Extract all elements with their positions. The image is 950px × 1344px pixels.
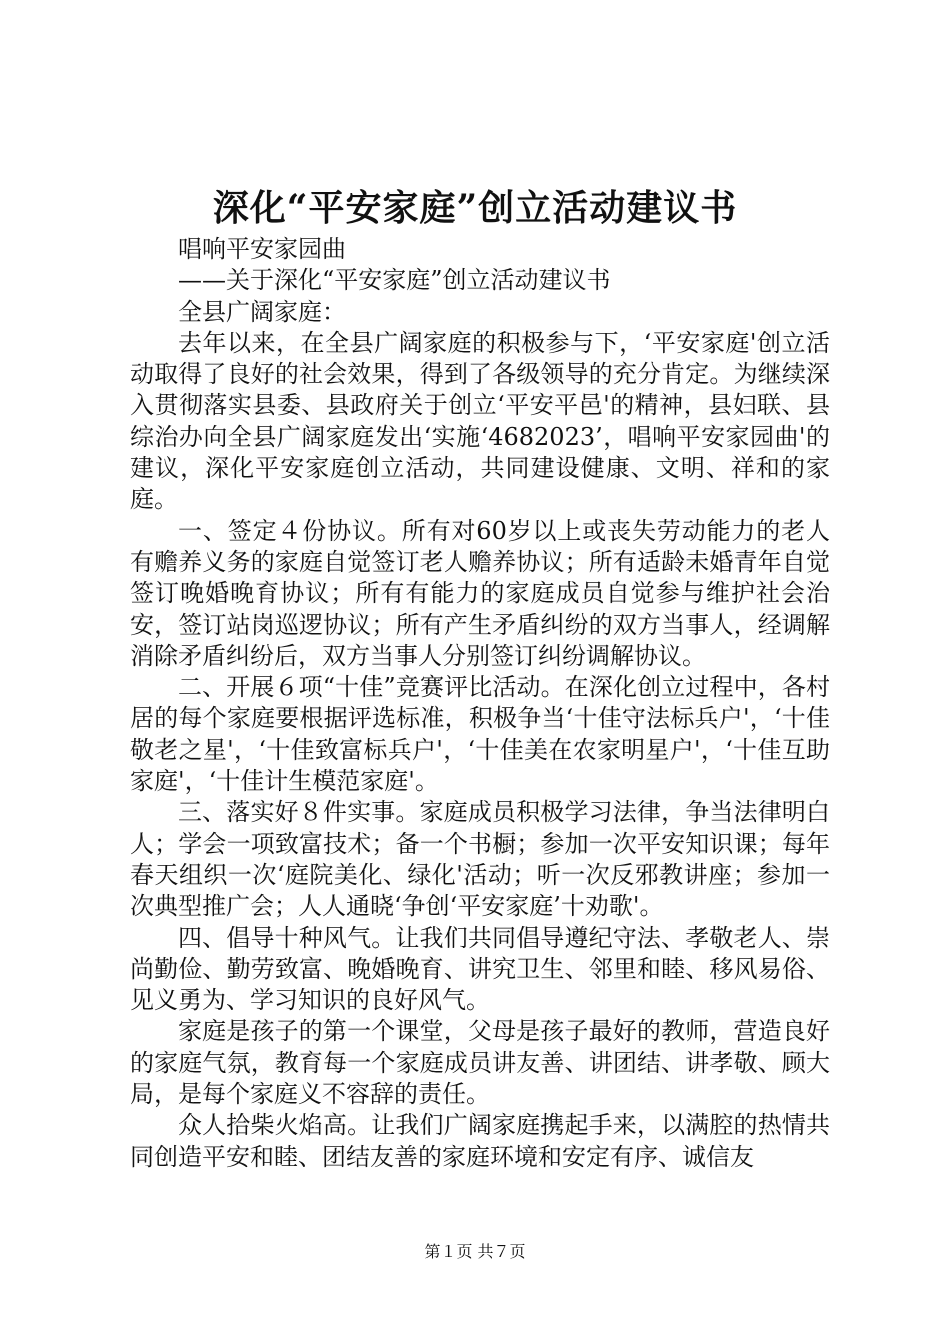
document-title: 深化“平安家庭”创立活动建议书 xyxy=(212,187,738,229)
subheading-line: ——关于深化“平安家庭”创立活动建议书 xyxy=(178,266,611,295)
document-body xyxy=(130,234,830,1173)
paragraph-item-4: 四、倡导十种风气。让我们共同倡导遵纪守法、孝敬老人、崇尚勤俭、勤劳致富、晚婚晚育、讲究卫生、邻里和睦、移风易俗、见义勇为、学习知识的良好风气。 xyxy=(130,923,830,1015)
page-footer: 第１页 共７页 xyxy=(424,1242,526,1261)
paragraph-family: 家庭是孩子的第一个课堂，父母是孩子最好的教师，营造良好的家庭气氛，教育每一个家庭成员讲友善、讲团结、讲孝敬、顾大局，是每个家庭义不容辞的责任。 xyxy=(130,1017,830,1109)
paragraph-closing: 众人拾柴火焰高。让我们广阔家庭携起手来，以满腔的热情共同创造平安和睦、团结友善的家庭环境和安定有序、诚信友 xyxy=(130,1111,830,1171)
salutation: 全县广阔家庭： xyxy=(178,297,346,326)
subtitle-line: 唱响平安家园曲 xyxy=(178,235,346,263)
paragraph-item-3: 三、落实好８件实事。家庭成员积极学习法律，争当法律明白人；学会一项致富技术；备一个书橱；参加一次平安知识课；每年春天组织一次‘庭院美化、绿化'活动；听一次反邪教讲座；参加一次典型推广会；人人通晓‘争创‘平安家庭’十劝歌'。 xyxy=(130,798,830,921)
paragraph-item-2: 二、开展６项“十佳”竞赛评比活动。在深化创立过程中，各村居的每个家庭要根据评选标准，积极争当‘十佳守法标兵户'，‘十佳敬老之星'，‘十佳致富标兵户'，‘十佳美在农家明星户'，‘十佳互助家庭'，‘十佳计生模范家庭'。 xyxy=(130,673,830,796)
paragraph-item-1: 一、签定４份协议。所有对60岁以上或丧失劳动能力的老人有赡养义务的家庭自觉签订老人赡养协议；所有适龄未婚青年自觉签订晚婚晚育协议；所有有能力的家庭成员自觉参与维护社会治安，签订站岗巡逻协议；所有产生矛盾纠纷的双方当事人，经调解消除矛盾纠纷后，双方当事人分别签订纠纷调解协议。 xyxy=(130,516,830,670)
paragraph-intro: 去年以来，在全县广阔家庭的积极参与下，‘平安家庭'创立活动取得了良好的社会效果，得到了各级领导的充分肯定。为继续深入贯彻落实县委、县政府关于创立‘平安平邑'的精神，县妇联、县综治办向全县广阔家庭发出‘实施‘4682023’，唱响平安家园曲'的建议，深化平安家庭创立活动，共同建设健康、文明、祥和的家庭。 xyxy=(130,328,830,514)
